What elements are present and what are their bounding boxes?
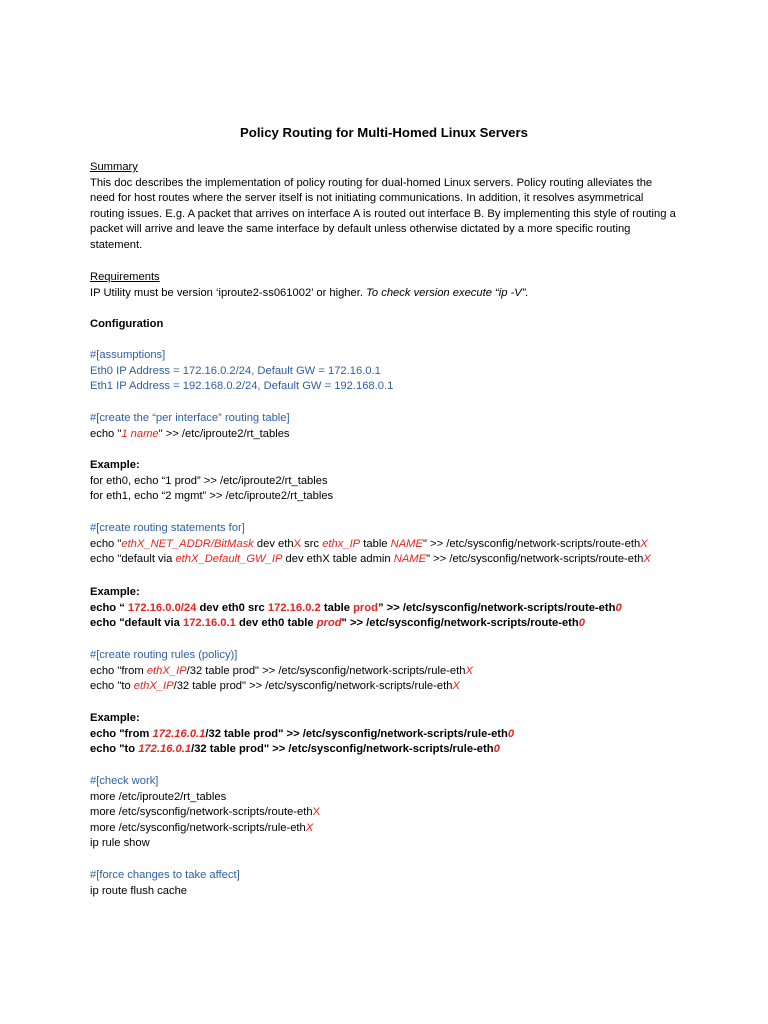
command-text: /32 table prod" >> /etc/sysconfig/network-scripts/rule-eth bbox=[191, 743, 494, 755]
check-work-line1: more /etc/iproute2/rt_tables bbox=[90, 790, 227, 803]
eth1-assumption: Eth1 IP Address = 192.168.0.2/24, Default GW = 192.168.0.1 bbox=[90, 380, 394, 392]
variable-text: X bbox=[640, 537, 648, 550]
variable-text: ethX_Default_GW_IP bbox=[175, 553, 283, 565]
command-text: table bbox=[320, 601, 354, 614]
variable-text: X bbox=[643, 553, 651, 565]
requirements-text bbox=[90, 286, 690, 302]
create-table-comment: #[create the “per interface” routing table] bbox=[90, 412, 290, 424]
value-text: prod bbox=[316, 617, 342, 629]
command-text: echo "to bbox=[90, 743, 139, 755]
command-text: " >> /etc/sysconfig/network-scripts/route-eth bbox=[341, 617, 579, 629]
variable-text: ethX_IP bbox=[146, 664, 187, 677]
requirements-heading: Requirements bbox=[90, 271, 160, 283]
command-text: echo "from bbox=[90, 727, 153, 740]
value-text: 172.16.0.1 bbox=[152, 727, 206, 740]
assumptions-comment: #[assumptions] bbox=[90, 349, 166, 361]
value-text: 0 bbox=[615, 601, 622, 614]
variable-text: ethX_NET_ADDR/BitMask bbox=[121, 537, 254, 550]
summary-heading: Summary bbox=[90, 161, 138, 173]
example1-line1: for eth0, echo “1 prod” >> /etc/iproute2/rt_tables bbox=[90, 474, 328, 487]
check-work-line3 bbox=[90, 821, 690, 837]
example3-section bbox=[90, 711, 690, 758]
example3-line2 bbox=[90, 742, 690, 758]
command-text: " >> /etc/iproute2/rt_tables bbox=[158, 427, 290, 440]
command-text: src bbox=[301, 537, 323, 550]
routing-rules-section bbox=[90, 648, 690, 695]
example2-line2 bbox=[90, 616, 690, 632]
summary-section bbox=[90, 160, 690, 253]
eth0-assumption: Eth0 IP Address = 172.16.0.2/24, Default GW = 172.16.0.1 bbox=[90, 364, 381, 377]
command-text: " >> /etc/sysconfig/network-scripts/route-eth bbox=[422, 537, 641, 550]
value-text: 172.16.0.1 bbox=[182, 617, 236, 629]
value-text: 172.16.0.1 bbox=[138, 743, 192, 755]
variable-text: X bbox=[452, 680, 460, 692]
command-text: /32 table prod" >> /etc/sysconfig/network-scripts/rule-eth bbox=[205, 727, 508, 740]
example2-line1 bbox=[90, 601, 690, 617]
routing-rule-line2 bbox=[90, 679, 690, 695]
value-text: 0 bbox=[507, 727, 515, 740]
command-text: /32 table prod" >> /etc/sysconfig/network-scripts/rule-eth bbox=[173, 680, 453, 692]
routing-statements-section bbox=[90, 521, 690, 568]
command-text: " >> /etc/sysconfig/network-scripts/route-eth bbox=[426, 553, 644, 565]
create-table-command bbox=[90, 427, 690, 443]
value-text: 172.16.0.0/24 bbox=[127, 601, 197, 614]
force-changes-comment: #[force changes to take affect] bbox=[90, 869, 240, 881]
command-text: echo "default via bbox=[90, 553, 176, 565]
variable-text: ethX_IP bbox=[133, 680, 174, 692]
routing-statement-line1 bbox=[90, 537, 690, 553]
requirements-section bbox=[90, 270, 690, 301]
check-work-line4: ip rule show bbox=[90, 837, 150, 849]
example3-heading: Example: bbox=[90, 712, 140, 724]
example2-heading: Example: bbox=[90, 586, 140, 598]
create-table-section bbox=[90, 411, 690, 442]
command-text: echo “ bbox=[90, 601, 128, 614]
routing-rules-comment: #[create routing rules (policy)] bbox=[90, 649, 238, 661]
command-text: echo "to bbox=[90, 680, 134, 692]
variable-text: ethx_IP bbox=[322, 537, 361, 550]
force-changes-line1: ip route flush cache bbox=[90, 884, 188, 897]
command-text: dev eth bbox=[253, 537, 294, 550]
command-text: echo "from bbox=[90, 664, 147, 677]
variable-text: X bbox=[293, 537, 302, 550]
routing-rule-line1 bbox=[90, 664, 690, 680]
variable-text: X bbox=[465, 664, 473, 677]
value-text: 172.16.0.2 bbox=[267, 601, 321, 614]
command-text: /32 table prod" >> /etc/sysconfig/network-scripts/rule-eth bbox=[186, 664, 466, 677]
command-text: table bbox=[360, 537, 391, 550]
example1-line2: for eth1, echo “2 mgmt” >> /etc/iproute2/rt_tables bbox=[90, 490, 334, 502]
requirements-italic-text: To check version execute “ip -V”. bbox=[366, 286, 529, 299]
routing-statements-comment: #[create routing statements for] bbox=[90, 522, 245, 534]
variable-text: 1 name bbox=[121, 427, 159, 440]
example1-section bbox=[90, 458, 690, 505]
command-text: more /etc/sysconfig/network-scripts/rule-eth bbox=[90, 821, 306, 834]
value-text: prod bbox=[353, 601, 378, 614]
value-text: 0 bbox=[578, 617, 585, 629]
check-work-line2 bbox=[90, 805, 690, 821]
check-work-section bbox=[90, 774, 690, 852]
variable-text: NAME bbox=[393, 553, 427, 565]
check-work-comment: #[check work] bbox=[90, 775, 159, 787]
command-text: dev eth0 src bbox=[196, 601, 268, 614]
command-text: echo " bbox=[90, 427, 122, 440]
command-text: echo "default via bbox=[90, 617, 183, 629]
value-text: 0 bbox=[493, 743, 500, 755]
variable-text: X bbox=[305, 821, 314, 834]
command-text: echo " bbox=[90, 537, 122, 550]
summary-text: This doc describes the implementation of policy routing for dual-homed Linux servers. Policy routing alleviates the need for host routes where the server itself is not initiating communications. In addition, it resolves asymmetrical routing issues. E.g. A packet that arrives on interface A is routed out interface B. By implementing this style of routing a packet will arrive and leave the same interface by default unless otherwise dictated by a more specific routing statement. bbox=[90, 176, 676, 251]
variable-text: NAME bbox=[390, 537, 423, 550]
assumptions-section bbox=[90, 348, 690, 395]
command-text: more /etc/sysconfig/network-scripts/route-eth bbox=[90, 806, 313, 818]
document-title: Policy Routing for Multi-Homed Linux Servers bbox=[240, 125, 528, 140]
example1-heading: Example: bbox=[90, 459, 140, 471]
configuration-heading: Configuration bbox=[90, 318, 164, 330]
routing-statement-line2 bbox=[90, 552, 690, 568]
configuration-section bbox=[90, 317, 690, 333]
requirements-main-text: IP Utility must be version ‘iproute2-ss061002’ or higher. bbox=[90, 286, 367, 299]
example2-section bbox=[90, 585, 690, 632]
command-text: dev eth0 table bbox=[235, 617, 317, 629]
force-changes-section bbox=[90, 868, 690, 899]
command-text: dev ethX table admin bbox=[282, 553, 394, 565]
example3-line1 bbox=[90, 727, 690, 743]
variable-text: X bbox=[312, 806, 321, 818]
command-text: ” >> /etc/sysconfig/network-scripts/route-eth bbox=[377, 601, 616, 614]
